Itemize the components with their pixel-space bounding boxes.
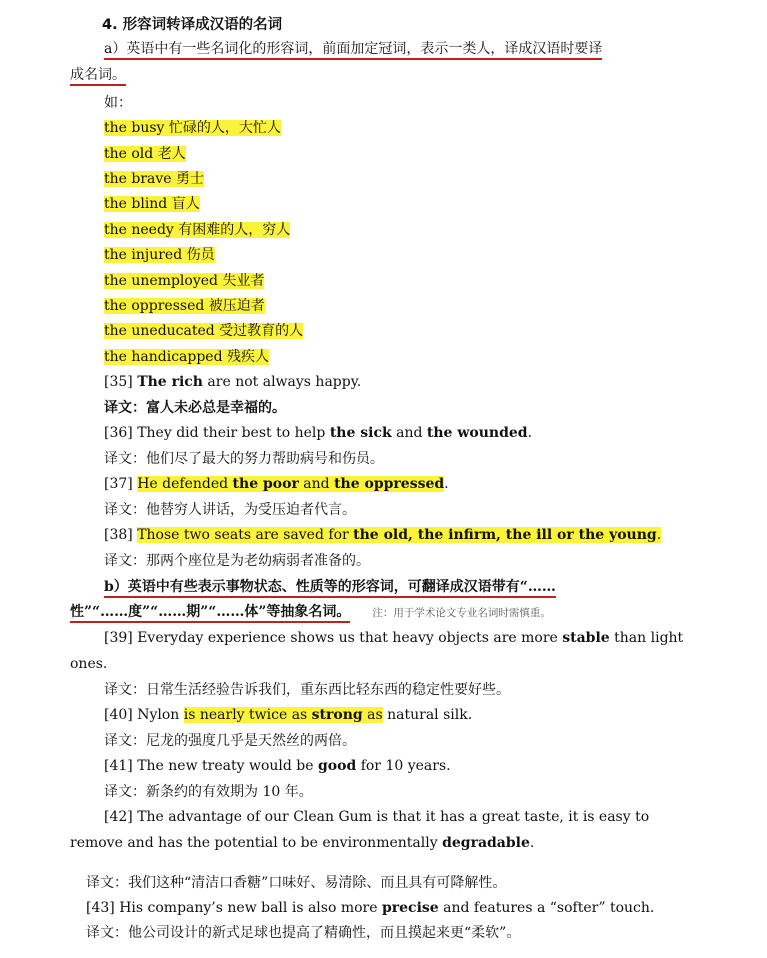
glossary-item: the needy 有困难的人，穷人: [104, 222, 291, 238]
example-39: [39] Everyday experience shows us that heavy objects are more stable than light: [104, 630, 684, 646]
translation-36: 译文：他们尽了最大的努力帮助病号和伤员。: [104, 451, 384, 467]
example-37: [37] He defended the poor and the oppressed.: [104, 476, 449, 492]
glossary-item: the unemployed 失业者: [104, 273, 265, 289]
highlight: is nearly twice as strong as: [183, 707, 383, 723]
glossary-item: the handicapped 残疾人: [104, 349, 270, 365]
rule-b-line-1: b）英语中有些表示事物状态、性质等的形容词，可翻译成汉语带有“……: [104, 576, 556, 598]
translation-38: 译文：那两个座位是为老幼病弱者准备的。: [104, 553, 370, 569]
example-42-cont: remove and has the potential to be environmentally degradable.: [70, 835, 535, 851]
example-40: [40] Nylon is nearly twice as strong as natural silk.: [104, 707, 473, 723]
section-heading: 4. 形容词转译成汉语的名词: [102, 17, 283, 33]
example-43: [43] His company’s new ball is also more precise and features a “softer” touch.: [86, 900, 655, 916]
translation-43: 译文：他公司设计的新式足球也提高了精确性，而且摸起来更“柔软”。: [86, 925, 521, 941]
example-38: [38] Those two seats are saved for the old, the infirm, the ill or the young.: [104, 527, 662, 543]
glossary-item: the uneducated 受过教育的人: [104, 323, 304, 339]
glossary-item: the old 老人: [104, 146, 186, 162]
glossary-item: the blind 盲人: [104, 196, 200, 212]
rule-a-line-2: 成名词。: [70, 64, 126, 86]
translation-40: 译文：尼龙的强度几乎是天然丝的两倍。: [104, 733, 356, 749]
translation-35: 译文：富人未必总是幸福的。: [104, 400, 286, 416]
translation-41: 译文：新条约的有效期为 10 年。: [104, 784, 313, 800]
example-41: [41] The new treaty would be good for 10 years.: [104, 758, 451, 774]
translation-42: 译文：我们这种“清洁口香糖”口味好、易清除、而且具有可降解性。: [86, 875, 507, 891]
translation-37: 译文：他替穷人讲话，为受压迫者代言。: [104, 502, 356, 518]
glossary-item: the busy 忙碌的人，大忙人: [104, 120, 281, 136]
rule-b-note: 注：用于学术论文专业名词时需慎重。: [372, 607, 551, 619]
example-35: [35] The rich are not always happy.: [104, 374, 362, 390]
rule-a-line-1: a）英语中有一些名词化的形容词，前面加定冠词，表示一类人，译成汉语时要译: [104, 38, 602, 60]
highlight: Those two seats are saved for the old, the infirm, the ill or the young.: [137, 527, 662, 543]
example-36: [36] They did their best to help the sick and the wounded.: [104, 425, 533, 441]
example-39-cont: ones.: [70, 656, 108, 672]
glossary-item: the brave 勇士: [104, 171, 205, 187]
rule-b-line-2: 性”“……度”“……期”“……体”等抽象名词。 注：用于学术论文专业名词时需慎重。: [70, 601, 551, 624]
translation-39: 译文：日常生活经验告诉我们，重东西比轻东西的稳定性要好些。: [104, 682, 510, 698]
glossary-item: the injured 伤员: [104, 247, 215, 263]
highlight: He defended the poor and the oppressed: [137, 476, 445, 492]
example-42: [42] The advantage of our Clean Gum is that it has a great taste, it is easy to: [104, 809, 650, 825]
example-intro: 如：: [104, 95, 132, 111]
glossary-item: the oppressed 被压迫者: [104, 298, 265, 314]
